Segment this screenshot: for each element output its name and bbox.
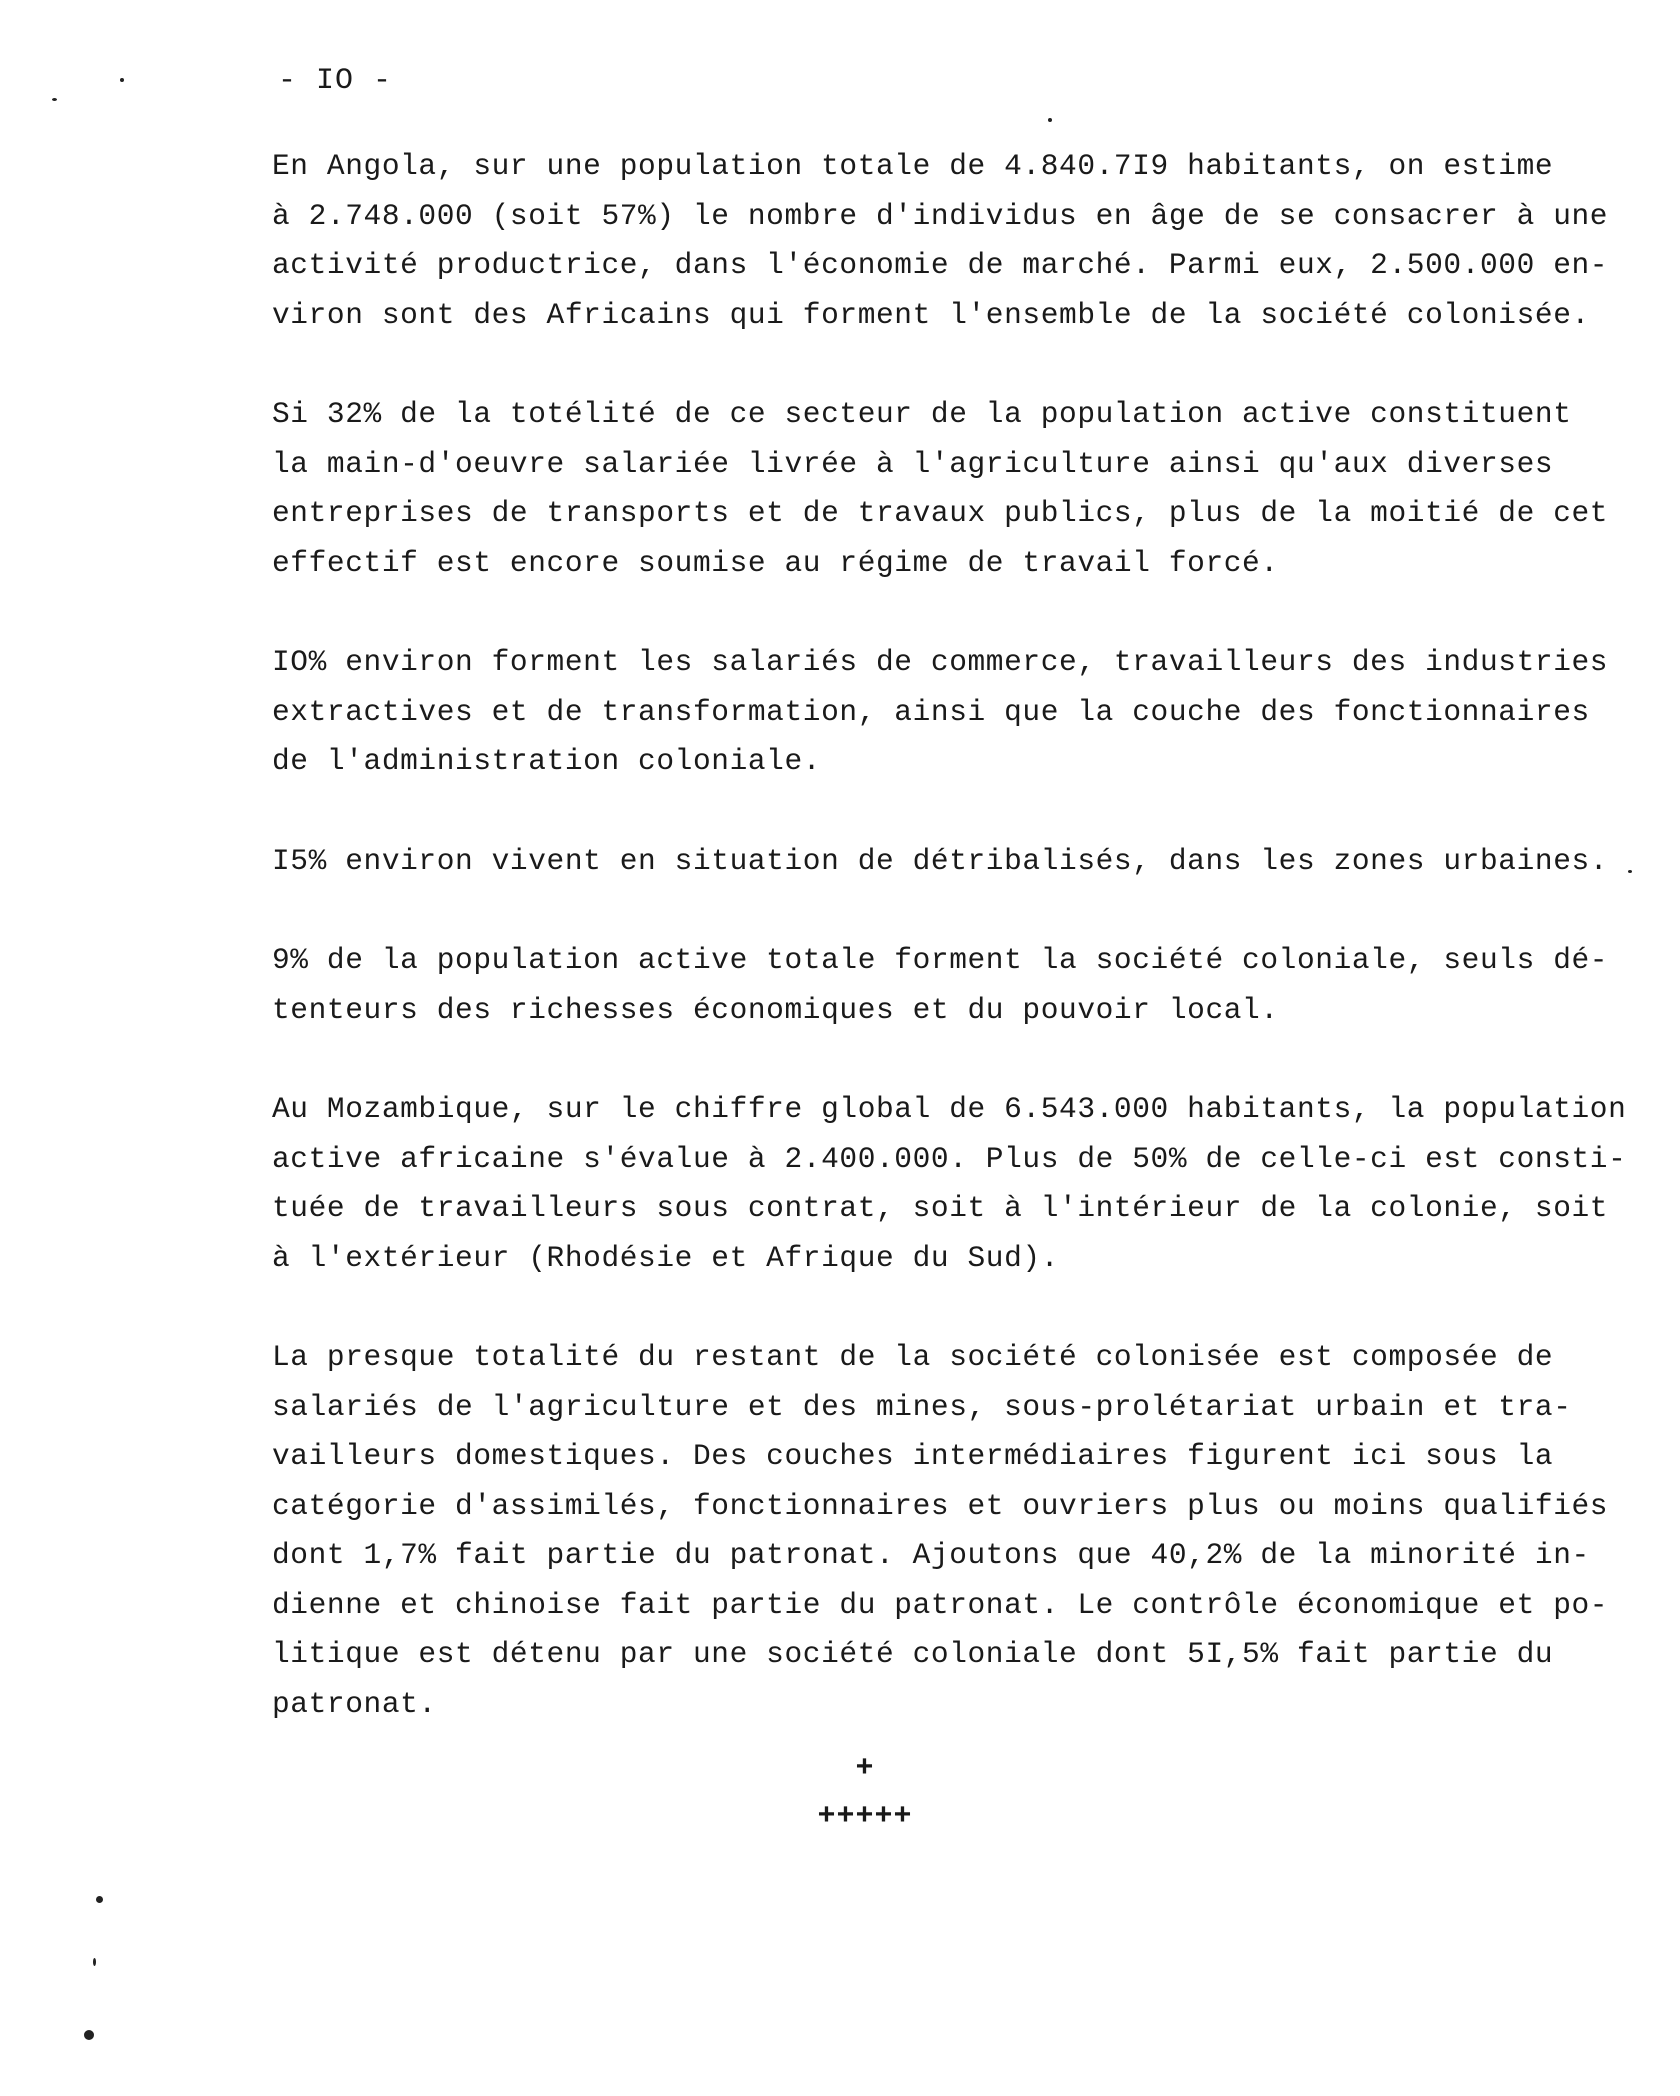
section-end-ornament-top: + (855, 1752, 875, 1786)
scan-speck (1628, 870, 1632, 873)
text-line: litique est détenu par une société coloniale dont 5I,5% fait partie du (272, 1637, 1554, 1671)
text-line: dont 1,7% fait partie du patronat. Ajoutons que 40,2% de la minorité in- (272, 1538, 1590, 1572)
body-text (272, 142, 1652, 1779)
paragraph-mozambique-structure (272, 1333, 1652, 1729)
text-line: effectif est encore soumise au régime de travail forcé. (272, 545, 1279, 580)
scan-speck (96, 1896, 103, 1903)
text-line: Si 32% de la totélité de ce secteur de la population active constituent (272, 397, 1572, 431)
text-line: catégorie d'assimilés, fonctionnaires et ouvriers plus ou moins qualifiés (272, 1488, 1609, 1523)
text-line: salariés de l'agriculture et des mines, sous-prolétariat urbain et tra- (272, 1389, 1572, 1424)
text-line: entreprises de transports et de travaux publics, plus de la moitié de cet (272, 496, 1609, 530)
paragraph-angola-population (272, 142, 1652, 340)
text-line: tenteurs des richesses économiques et du pouvoir local. (272, 992, 1279, 1027)
paragraph-commerce-workers (272, 638, 1652, 787)
paragraph-colonial-society (272, 936, 1652, 1035)
text-line: 9% de la population active totale forment la société coloniale, seuls dé- (272, 943, 1609, 977)
paragraph-mozambique-population (272, 1085, 1652, 1283)
text-line: de l'administration coloniale. (272, 744, 822, 778)
scan-speck (52, 98, 57, 101)
text-line: viron sont des Africains qui forment l'ensemble de la société colonisée. (272, 297, 1590, 332)
scan-speck (84, 2030, 94, 2040)
text-line: En Angola, sur une population totale de 4.840.7I9 habitants, on estime (272, 149, 1554, 183)
text-line: active africaine s'évalue à 2.400.000. Plus de 50% de celle-ci est consti- (272, 1141, 1627, 1176)
text-line: Au Mozambique, sur le chiffre global de 6.543.000 habitants, la population (272, 1092, 1627, 1126)
text-line: La presque totalité du restant de la société colonisée est composée de (272, 1340, 1554, 1374)
text-line: dienne et chinoise fait partie du patronat. Le contrôle économique et po- (272, 1587, 1609, 1622)
page-number: - IO - (278, 64, 393, 98)
text-line: tuée de travailleurs sous contrat, soit à l'intérieur de la colonie, soit (272, 1191, 1609, 1225)
scan-speck (120, 78, 124, 82)
text-line: I5% environ vivent en situation de détribalisés, dans les zones urbaines. (272, 843, 1609, 878)
scan-speck (93, 1958, 96, 1966)
scan-speck (1048, 118, 1052, 122)
text-line: extractives et de transformation, ainsi que la couche des fonctionnaires (272, 694, 1590, 729)
text-line: patronat. (272, 1686, 437, 1721)
text-line: IO% environ forment les salariés de commerce, travailleurs des industries (272, 645, 1609, 679)
text-line: la main-d'oeuvre salariée livrée à l'agriculture ainsi qu'aux diverses (272, 446, 1554, 481)
section-end-ornament-bottom: +++++ (817, 1800, 913, 1834)
paragraph-forced-labour (272, 390, 1652, 588)
text-line: activité productrice, dans l'économie de marché. Parmi eux, 2.500.000 en- (272, 248, 1609, 282)
paragraph-detribalised (272, 837, 1652, 887)
text-line: vailleurs domestiques. Des couches intermédiaires figurent ici sous la (272, 1439, 1554, 1473)
text-line: à 2.748.000 (soit 57%) le nombre d'individus en âge de se consacrer à une (272, 198, 1609, 233)
text-line: à l'extérieur (Rhodésie et Afrique du Sud). (272, 1240, 1060, 1275)
